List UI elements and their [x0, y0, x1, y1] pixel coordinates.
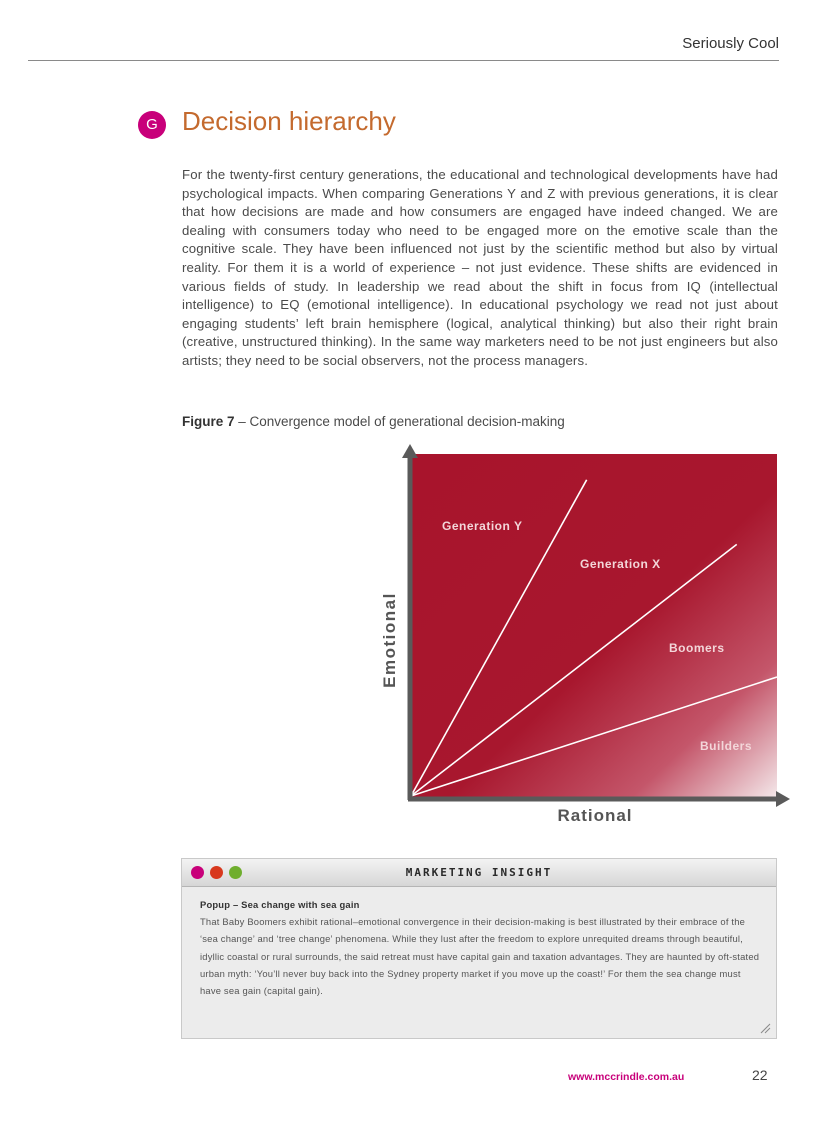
insight-title-bar	[182, 859, 776, 887]
x-axis-label: Rational	[557, 806, 633, 825]
section-title: Decision hierarchy	[182, 106, 396, 136]
series-label-generation-x: Generation X	[580, 557, 661, 571]
header-title: Seriously Cool	[682, 35, 779, 52]
resize-grip-icon[interactable]	[759, 1022, 771, 1034]
figure-caption	[182, 414, 565, 429]
insight-heading: Popup – Sea change with sea gain	[200, 899, 360, 910]
page-number: 22	[752, 1067, 768, 1083]
y-axis-label: Emotional	[380, 592, 399, 688]
figure-caption-text: – Convergence model of generational decision-making	[234, 414, 565, 429]
series-label-builders: Builders	[700, 739, 753, 753]
series-label-boomers: Boomers	[669, 641, 725, 655]
figure-label: Figure 7	[182, 414, 235, 429]
footer-url[interactable]: www.mccrindle.com.au	[568, 1071, 685, 1083]
insight-window-title: MARKETING INSIGHT	[405, 866, 553, 879]
x-axis-arrow	[776, 791, 790, 807]
y-axis-arrow	[402, 444, 418, 458]
header-divider	[28, 60, 779, 61]
section-badge: G	[138, 111, 166, 139]
marketing-insight-window	[181, 858, 777, 1039]
convergence-chart	[370, 444, 794, 834]
series-label-generation-y: Generation Y	[442, 519, 523, 533]
insight-content	[200, 896, 762, 999]
insight-body-text: That Baby Boomers exhibit rational–emotional convergence in their decision-making is best illustrated by their embrace of the ‘sea change’ and ‘tree change’ phenomena. While they lust after the freedom to explore unrequited dreams through beautiful, idyllic coastal or rural surrounds, the said retreat must have capital gain and taxation advantages. They are haunted by oft-stated urban myth: ‘You’ll never buy back into the Sydney property market if you move up the coast!’ For them the sea change must have sea gain (capital gain).	[200, 916, 760, 997]
body-paragraph: For the twenty-first century generations, the educational and technological developments have had psychological impacts. When comparing Generations Y and Z with previous generations, it is clear that how decisions are made and how consumers are engaged have indeed changed. We are dealing with consumers today who need to be engaged more on the emotive scale than the cognitive scale. They have been influenced not just by the scientific method but also by virtual reality. For them it is a world of experience – not just evidence. These shifts are evidenced in various fields of study. In leadership we read about the shift in focus from IQ (intellectual intelligence) to EQ (emotional intelligence). In educational psychology we read not just about engaging students’ left brain hemisphere (logical, analytical thinking) but also their right brain (creative, unstructured thinking). In the same way marketers need to be not just engineers but also artists; they need to be social observers, not the process managers.	[182, 167, 778, 368]
